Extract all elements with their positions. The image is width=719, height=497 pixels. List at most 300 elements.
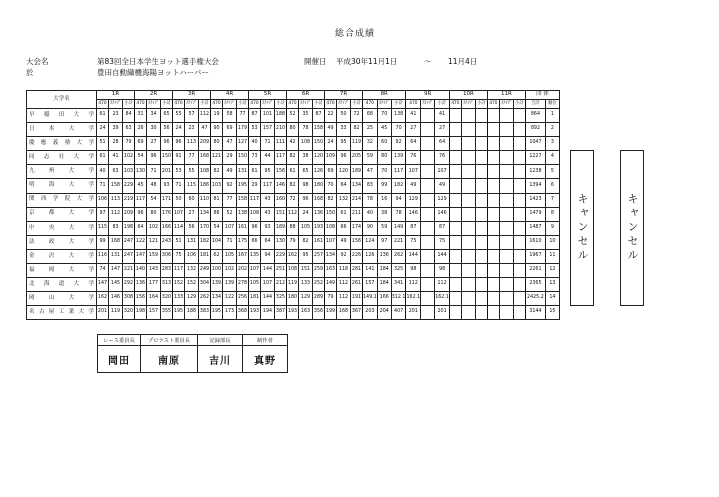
score-cell: 145 <box>109 278 123 292</box>
table-row <box>27 221 560 235</box>
score-cell: 108 <box>287 264 299 278</box>
university-name: 日本大学 <box>27 123 97 137</box>
score-cell: 27 <box>185 207 199 221</box>
university-name: 関西学院大学 <box>27 193 97 207</box>
score-cell: 209 <box>123 207 135 221</box>
score-cell: 129 <box>299 292 313 306</box>
score-cell: 16 <box>377 193 391 207</box>
sub-header: 470 <box>487 100 499 109</box>
page-title: 総合成績 <box>335 29 376 39</box>
score-cell <box>487 123 499 137</box>
score-cell: 325 <box>275 292 287 306</box>
table-row <box>27 207 560 221</box>
score-cell: 65 <box>299 165 313 179</box>
score-cell: 174 <box>351 221 363 235</box>
score-cell: 71 <box>261 137 275 151</box>
score-cell: 87 <box>249 109 261 123</box>
sub-header: ｽﾅｲﾌﾟ <box>223 100 237 109</box>
score-cell <box>475 221 487 235</box>
score-cell: 53 <box>173 165 185 179</box>
score-cell: 38 <box>299 151 313 165</box>
score-cell <box>421 292 435 306</box>
score-cell: 126 <box>313 165 325 179</box>
score-cell: 51 <box>97 137 109 151</box>
score-cell: 221 <box>123 264 135 278</box>
score-cell <box>513 249 525 263</box>
sub-header: 小計 <box>237 100 249 109</box>
score-cell <box>487 165 499 179</box>
score-cell: 60 <box>377 137 391 151</box>
score-cell: 64 <box>135 221 147 235</box>
score-cell: 171 <box>161 193 173 207</box>
university-name: 京都大学 <box>27 207 97 221</box>
total-cell: 2425.2 <box>525 292 545 306</box>
total-cell: 1479 <box>525 207 545 221</box>
score-cell: 107 <box>249 264 261 278</box>
score-cell <box>461 221 475 235</box>
score-cell <box>499 278 513 292</box>
score-cell <box>449 109 461 123</box>
score-cell: 59 <box>377 221 391 235</box>
date-label: 開催日 <box>304 57 327 66</box>
score-cell: 115 <box>97 221 109 235</box>
score-cell: 113 <box>109 193 123 207</box>
date-separator: 〜 <box>424 57 432 66</box>
score-cell: 138 <box>391 109 406 123</box>
score-cell: 180 <box>313 179 325 193</box>
score-cell: 170 <box>199 221 211 235</box>
score-cell: 61 <box>287 165 299 179</box>
score-cell: 312.1 <box>391 292 406 306</box>
score-cell: 201 <box>97 306 109 320</box>
score-cell: 22 <box>325 109 337 123</box>
score-cell: 149.1 <box>363 292 378 306</box>
score-cell: 77 <box>237 109 249 123</box>
score-cell <box>461 207 475 221</box>
score-cell: 151 <box>299 264 313 278</box>
score-cell: 28 <box>109 137 123 151</box>
score-cell: 149 <box>391 221 406 235</box>
score-cell: 81 <box>211 193 223 207</box>
score-cell: 117 <box>249 193 261 207</box>
signature-role: プロテスト委員長 <box>141 335 198 346</box>
score-cell: 117 <box>173 264 185 278</box>
table-row <box>27 137 560 151</box>
sub-header: 470 <box>249 100 261 109</box>
score-cell <box>449 165 461 179</box>
race-11-cancel-box <box>620 150 644 306</box>
score-cell: 43 <box>261 193 275 207</box>
score-cell: 156 <box>275 165 287 179</box>
score-cell <box>475 137 487 151</box>
score-cell: 103 <box>211 179 223 193</box>
score-cell: 320 <box>123 306 135 320</box>
score-cell: 162.1 <box>435 292 450 306</box>
score-cell: 90 <box>363 221 378 235</box>
score-cell: 65 <box>161 109 173 123</box>
score-cell: 158 <box>109 179 123 193</box>
score-cell: 80 <box>287 123 299 137</box>
score-cell: 150 <box>325 207 337 221</box>
score-cell: 182 <box>199 235 211 249</box>
score-cell: 150 <box>313 137 325 151</box>
score-cell: 136 <box>313 207 325 221</box>
score-cell: 80 <box>211 137 223 151</box>
score-cell: 195 <box>211 306 223 320</box>
score-cell <box>513 292 525 306</box>
score-cell: 52 <box>223 207 237 221</box>
score-cell <box>421 151 435 165</box>
score-cell: 139 <box>223 278 237 292</box>
sub-header: 470 <box>406 100 421 109</box>
score-cell: 105 <box>299 221 313 235</box>
score-cell: 92 <box>337 249 351 263</box>
score-cell: 117 <box>135 193 147 207</box>
score-cell: 23 <box>109 109 123 123</box>
score-cell: 163 <box>299 306 313 320</box>
rank-cell: 11 <box>545 249 559 263</box>
score-cell: 122 <box>223 292 237 306</box>
score-cell: 79 <box>123 137 135 151</box>
score-cell: 119 <box>109 306 123 320</box>
score-cell <box>461 179 475 193</box>
score-cell <box>421 306 435 320</box>
score-cell: 30 <box>147 123 161 137</box>
signature-role: レース委員長 <box>98 335 141 346</box>
score-cell: 106 <box>97 193 109 207</box>
score-cell: 150 <box>161 151 173 165</box>
score-cell <box>475 123 487 137</box>
score-cell: 136 <box>135 278 147 292</box>
score-cell: 144 <box>406 249 421 263</box>
score-cell: 186 <box>199 179 211 193</box>
score-cell: 102 <box>123 151 135 165</box>
rank-cell: 14 <box>545 292 559 306</box>
score-cell: 262 <box>199 292 211 306</box>
score-cell: 24 <box>299 207 313 221</box>
score-cell <box>461 278 475 292</box>
score-cell: 71 <box>173 179 185 193</box>
score-cell: 146 <box>275 179 287 193</box>
rank-cell: 2 <box>545 123 559 137</box>
table-row <box>27 278 560 292</box>
score-cell: 55 <box>173 109 185 123</box>
score-cell: 212 <box>275 278 287 292</box>
score-cell <box>475 109 487 123</box>
score-cell: 161 <box>313 235 325 249</box>
team-header: 団 体 <box>525 91 559 100</box>
score-cell: 247 <box>123 249 135 263</box>
score-cell: 69 <box>135 137 147 151</box>
rank-cell: 10 <box>545 235 559 249</box>
score-cell <box>421 137 435 151</box>
score-cell <box>449 249 461 263</box>
score-cell: 83 <box>109 221 123 235</box>
race-header: 10R <box>449 91 487 100</box>
score-cell: 157 <box>147 306 161 320</box>
score-cell: 41 <box>406 109 421 123</box>
total-cell: 3144 <box>525 306 545 320</box>
score-cell: 195 <box>173 306 185 320</box>
score-cell: 34 <box>147 109 161 123</box>
score-cell: 320 <box>161 292 173 306</box>
score-cell: 144 <box>261 264 275 278</box>
score-cell: 201 <box>435 306 450 320</box>
score-cell: 306 <box>161 249 173 263</box>
score-cell: 120 <box>337 165 351 179</box>
race-header: 4R <box>211 91 249 100</box>
score-cell: 164 <box>147 292 161 306</box>
race-header: 11R <box>487 91 525 100</box>
score-cell: 70 <box>377 165 391 179</box>
score-cell <box>475 292 487 306</box>
score-cell: 92 <box>223 179 237 193</box>
score-cell: 168 <box>199 151 211 165</box>
score-cell <box>487 292 499 306</box>
score-cell: 147 <box>97 278 109 292</box>
score-cell: 256 <box>237 292 249 306</box>
score-cell: 176 <box>161 207 173 221</box>
score-cell <box>449 207 461 221</box>
university-name: 早稲田大学 <box>27 109 97 123</box>
score-cell: 325 <box>391 264 406 278</box>
table-row <box>27 165 560 179</box>
score-cell: 87 <box>313 109 325 123</box>
rank-header: 順位 <box>545 100 559 109</box>
score-cell: 107 <box>325 235 337 249</box>
score-cell: 134 <box>351 179 363 193</box>
date-end: 11月4日 <box>448 57 478 66</box>
score-cell <box>513 264 525 278</box>
score-cell: 341 <box>391 278 406 292</box>
sub-header: ｽﾅｲﾌﾟ <box>261 100 275 109</box>
score-cell: 91 <box>173 151 185 165</box>
score-cell: 198 <box>135 306 147 320</box>
score-cell: 313 <box>161 278 173 292</box>
score-cell: 292 <box>123 278 135 292</box>
score-cell: 77 <box>185 151 199 165</box>
score-cell: 45 <box>377 123 391 137</box>
score-cell <box>513 165 525 179</box>
score-cell: 49 <box>435 179 450 193</box>
table-row <box>27 193 560 207</box>
score-cell <box>449 306 461 320</box>
sub-header: 小計 <box>513 100 525 109</box>
sub-header: ｽﾅｲﾌﾟ <box>499 100 513 109</box>
score-cell: 133 <box>173 292 185 306</box>
score-cell: 112 <box>287 207 299 221</box>
total-header: 合計 <box>525 100 545 109</box>
score-cell: 88 <box>287 221 299 235</box>
score-cell: 147 <box>109 264 123 278</box>
score-cell: 96 <box>161 137 173 151</box>
score-cell: 261 <box>351 278 363 292</box>
score-cell: 49 <box>223 165 237 179</box>
signature-table <box>97 334 288 373</box>
signature-role: 記録部長 <box>198 335 243 346</box>
score-cell: 79 <box>325 292 337 306</box>
score-cell <box>513 151 525 165</box>
score-cell: 129 <box>435 193 450 207</box>
rank-cell: 1 <box>545 109 559 123</box>
score-cell <box>449 179 461 193</box>
sub-header: ｽﾅｲﾌﾟ <box>185 100 199 109</box>
score-cell: 84 <box>123 109 135 123</box>
score-cell: 68 <box>363 109 378 123</box>
total-cell: 1423 <box>525 193 545 207</box>
date-start: 平成30年11月1日 <box>336 57 398 66</box>
score-cell: 251 <box>275 264 287 278</box>
score-cell: 243 <box>161 235 173 249</box>
score-cell: 54 <box>147 193 161 207</box>
score-cell: 278 <box>237 278 249 292</box>
university-name: 明海大学 <box>27 179 97 193</box>
score-cell: 131 <box>109 249 123 263</box>
score-cell: 126 <box>363 249 378 263</box>
score-cell: 49 <box>325 123 337 137</box>
score-cell <box>449 292 461 306</box>
score-cell: 61 <box>337 207 351 221</box>
score-cell: 367 <box>351 306 363 320</box>
score-cell: 203 <box>363 306 378 320</box>
score-cell: 129 <box>406 193 421 207</box>
score-cell: 35 <box>299 109 313 123</box>
score-cell: 54 <box>211 221 223 235</box>
score-cell: 383 <box>199 306 211 320</box>
score-cell <box>449 123 461 137</box>
score-cell: 120 <box>313 151 325 165</box>
score-cell: 99 <box>377 179 391 193</box>
score-cell: 168 <box>337 306 351 320</box>
score-cell <box>513 278 525 292</box>
signature-name: 吉川 <box>198 346 243 373</box>
total-cell: 1487 <box>525 221 545 235</box>
score-cell: 99 <box>97 235 109 249</box>
table-row <box>27 306 560 320</box>
score-cell: 66 <box>337 221 351 235</box>
score-cell: 70 <box>325 179 337 193</box>
score-cell: 133 <box>299 278 313 292</box>
score-cell: 139 <box>211 278 223 292</box>
score-cell: 23 <box>185 123 199 137</box>
score-cell: 108 <box>299 137 313 151</box>
score-cell: 47 <box>199 123 211 137</box>
score-cell: 189 <box>351 165 363 179</box>
sub-header: 470 <box>97 100 109 109</box>
score-cell: 86 <box>211 207 223 221</box>
sub-header: 小計 <box>275 100 287 109</box>
score-cell <box>487 109 499 123</box>
score-cell: 161 <box>237 221 249 235</box>
score-cell: 281 <box>351 264 363 278</box>
score-cell: 38 <box>377 207 391 221</box>
score-cell <box>499 193 513 207</box>
score-cell: 211 <box>351 207 363 221</box>
score-cell: 134 <box>199 207 211 221</box>
score-cell: 134 <box>325 249 337 263</box>
score-cell: 158 <box>237 193 249 207</box>
score-cell <box>461 151 475 165</box>
sub-header: 470 <box>173 100 185 109</box>
score-cell: 59 <box>363 151 378 165</box>
sub-header: 小計 <box>351 100 363 109</box>
score-cell: 64 <box>261 235 275 249</box>
venue-label: 於 <box>26 68 34 77</box>
signature-name: 真野 <box>243 346 288 373</box>
score-cell <box>461 137 475 151</box>
score-cell <box>499 249 513 263</box>
score-cell: 201 <box>161 165 173 179</box>
event-name-label: 大会名 <box>26 57 49 66</box>
score-cell: 42 <box>287 137 299 151</box>
score-cell: 29 <box>249 179 261 193</box>
score-cell: 72 <box>287 193 299 207</box>
table-row <box>27 151 560 165</box>
score-cell <box>475 165 487 179</box>
score-cell: 179 <box>237 123 249 137</box>
score-cell: 69 <box>325 165 337 179</box>
score-cell: 47 <box>363 165 378 179</box>
rank-cell: 3 <box>545 137 559 151</box>
score-cell: 180 <box>287 292 299 306</box>
score-cell: 159 <box>147 249 161 263</box>
score-cell: 107 <box>261 278 275 292</box>
score-cell: 193 <box>313 221 325 235</box>
score-cell: 407 <box>391 306 406 320</box>
rank-cell: 8 <box>545 207 559 221</box>
score-cell: 95 <box>337 137 351 151</box>
score-cell: 75 <box>173 249 185 263</box>
sub-header: 小計 <box>391 100 406 109</box>
score-cell: 214 <box>351 193 363 207</box>
score-cell: 177 <box>147 278 161 292</box>
score-cell <box>513 235 525 249</box>
score-cell: 127 <box>237 137 249 151</box>
score-cell: 115 <box>185 179 199 193</box>
score-cell: 47 <box>223 137 237 151</box>
score-cell: 97 <box>97 207 109 221</box>
score-cell: 112 <box>337 292 351 306</box>
score-cell: 112 <box>406 278 421 292</box>
score-cell <box>421 193 435 207</box>
score-cell: 113 <box>185 137 199 151</box>
score-cell: 102 <box>147 221 161 235</box>
score-cell <box>513 179 525 193</box>
score-cell <box>421 207 435 221</box>
score-cell: 173 <box>223 306 237 320</box>
score-cell: 93 <box>161 179 173 193</box>
score-cell: 48 <box>147 179 161 193</box>
score-cell: 308 <box>123 292 135 306</box>
race-header: 3R <box>173 91 211 100</box>
score-cell: 66 <box>249 235 261 249</box>
score-cell <box>499 207 513 221</box>
total-cell: 1610 <box>525 235 545 249</box>
score-cell: 129 <box>185 292 199 306</box>
score-cell: 27 <box>406 123 421 137</box>
score-cell: 184 <box>377 264 391 278</box>
score-cell: 195 <box>237 179 249 193</box>
score-cell: 181 <box>199 249 211 263</box>
score-cell: 112 <box>109 207 123 221</box>
score-cell: 51 <box>173 235 185 249</box>
score-cell: 175 <box>237 235 249 249</box>
score-cell: 160 <box>275 193 287 207</box>
score-cell: 75 <box>406 235 421 249</box>
rank-cell: 13 <box>545 278 559 292</box>
score-cell: 191 <box>351 292 363 306</box>
score-cell: 40 <box>97 165 109 179</box>
